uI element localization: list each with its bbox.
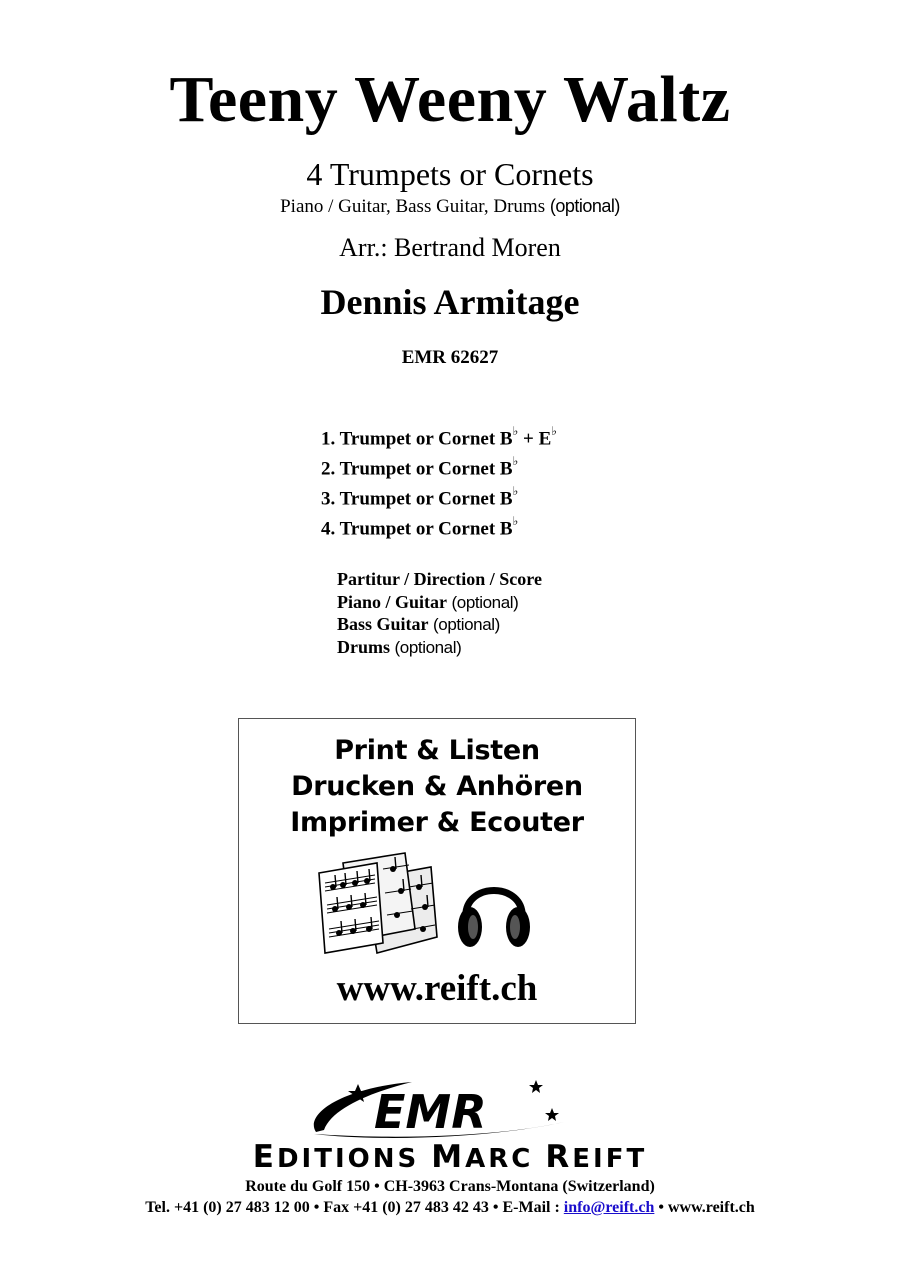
print-listen-box [238,718,636,1024]
promo-line-english: Print & Listen [334,735,540,766]
catalog-number: EMR 62627 [401,347,499,368]
instrumentation: 4 Trumpets or Cornets [306,156,594,192]
publisher-address: Route du Golf 150 • CH-3963 Crans-Montana (Switzerland) [245,1178,655,1195]
composer: Dennis Armitage [320,282,580,322]
emr-logo [302,1078,582,1142]
extra-item [337,636,542,659]
extra-label: Piano / Guitar [337,591,448,612]
contact-website: • www.reift.ch [654,1199,755,1216]
publisher-word: ARC [465,1144,546,1174]
sheet-music-icon [313,849,441,959]
extra-label: Bass Guitar [337,614,429,634]
extra-label: Partitur / Direction / Score [337,569,542,589]
part-item [321,508,557,538]
website-url[interactable]: www.reift.ch [336,968,538,1009]
publisher-name [0,1140,900,1176]
flat-sign: ♭ [551,424,557,438]
page-title: Teeny Weeny Waltz [169,63,731,136]
optional-note: (optional) [394,637,462,657]
promo-line-german: Drucken & Anhören [291,771,583,802]
part-label: 3. Trumpet or Cornet B [321,488,513,510]
optional-note: (optional) [549,196,620,216]
publisher-word: EIFT [572,1144,648,1174]
extras-list [337,568,542,658]
optional-note: (optional) [433,615,500,634]
flat-sign: ♭ [512,514,519,528]
headphones-icon [454,869,534,951]
optional-instruments-text: Piano / Guitar, Bass Guitar, Drums [280,196,546,217]
optional-note: (optional) [451,592,519,612]
parts-list [321,418,557,538]
publisher-initial: E [252,1139,277,1175]
part-label: 4. Trumpet or Cornet B [321,518,513,540]
publisher-contact [0,1198,900,1218]
part-item [321,478,557,508]
promo-line-french: Imprimer & Ecouter [290,807,584,838]
extra-item [337,568,542,591]
part-item [321,448,557,478]
publisher-word: DITIONS [276,1144,432,1174]
extra-label: Drums [337,636,390,657]
flat-sign: ♭ [512,424,519,438]
part-extra: + E [518,428,552,450]
publisher-initial: R [545,1139,573,1175]
publisher-initial: M [431,1139,466,1175]
part-label: 1. Trumpet or Cornet B [321,428,513,450]
email-link[interactable]: info@reift.ch [563,1199,655,1216]
arranger: Arr.: Bertrand Moren [339,233,561,262]
part-label: 2. Trumpet or Cornet B [321,458,513,480]
contact-phone-fax: Tel. +41 (0) 27 483 12 00 • Fax +41 (0) 27 483 42 43 • E-Mail : [145,1199,564,1216]
part-item [321,418,557,448]
emr-logo-text: EMR [374,1085,487,1139]
flat-sign: ♭ [512,454,519,468]
extra-item [337,613,542,636]
optional-instruments-line [0,194,900,219]
flat-sign: ♭ [512,484,519,498]
extra-item [337,591,542,614]
